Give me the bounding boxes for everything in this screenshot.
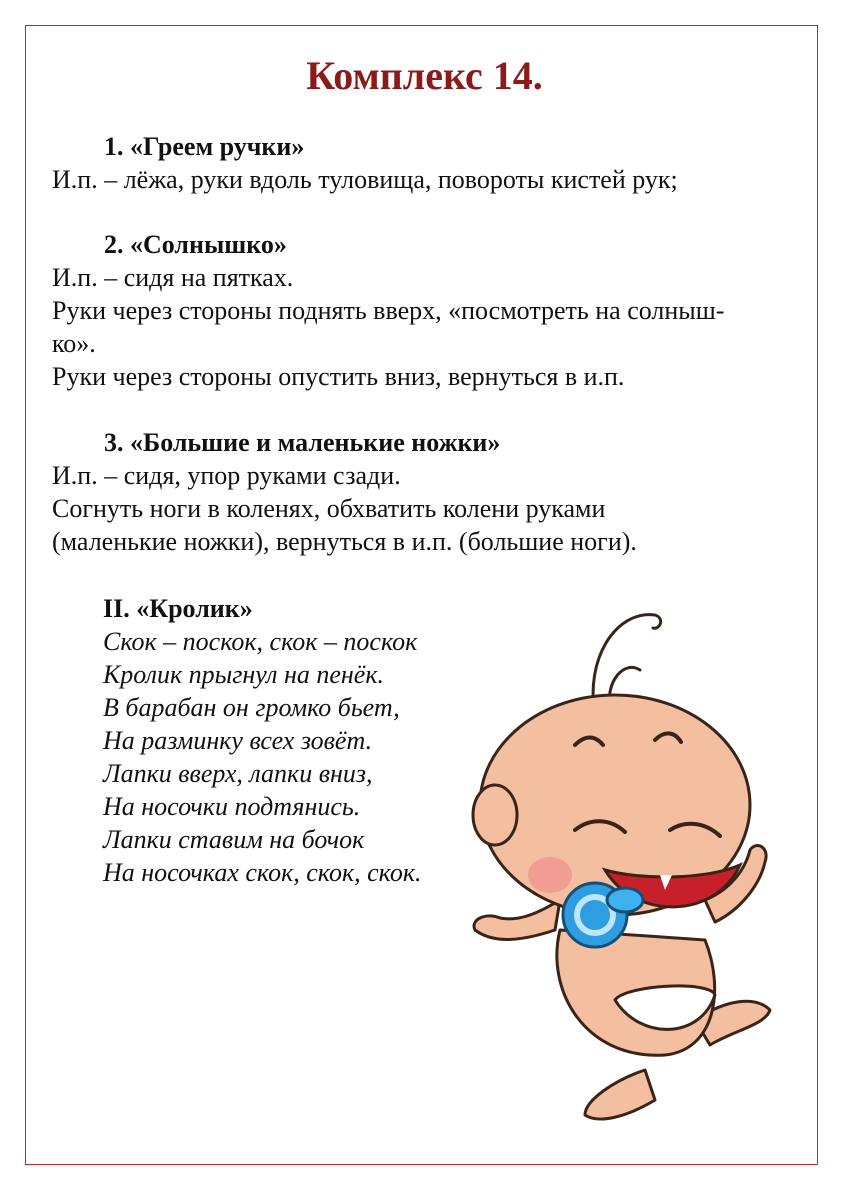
poem-verse: Скок – поскок, скок – поскок (103, 627, 418, 656)
poem-verse: Кролик прыгнул на пенёк. (103, 660, 384, 689)
section-3 (52, 426, 812, 558)
section-line: И.п. – сидя, упор руками сзади. (52, 461, 401, 490)
poem-verse: На носочках скок, скок, скок. (103, 858, 422, 887)
left-leg (585, 1070, 655, 1119)
section-line: Руки через стороны поднять вверх, «посмотреть на солныш- (52, 296, 725, 325)
section-2 (52, 228, 812, 393)
poem-verse: В барабан он громко бьет, (103, 693, 400, 722)
cheek (528, 857, 572, 893)
section-line: И.п. – сидя на пятках. (52, 263, 294, 292)
baby-ear (473, 785, 517, 845)
poem-verse: Лапки вверх, лапки вниз, (103, 759, 373, 788)
section-line: Согнуть ноги в коленях, обхватить колени руками (52, 494, 606, 523)
section-heading: 1. «Греем ручки» (104, 132, 305, 161)
poem-verse: Лапки ставим на бочок (103, 825, 365, 854)
poem-block (103, 592, 421, 889)
poem-verse: На разминку всех зовёт. (103, 726, 373, 755)
page-title: Комплекс 14. (306, 53, 543, 98)
section-1 (52, 130, 812, 196)
poem-heading: II. «Кролик» (103, 594, 253, 623)
section-heading: 2. «Солнышко» (104, 230, 287, 259)
poem-verse: На носочки подтянись. (103, 792, 361, 821)
section-line: (маленькие ножки), вернуться в и.п. (большие ноги). (52, 527, 637, 556)
left-arm (474, 900, 560, 939)
section-heading: 3. «Большие и маленькие ножки» (104, 428, 501, 457)
baby-illustration (465, 600, 785, 1130)
section-line: Руки через стороны опустить вниз, вернуться в и.п. (52, 362, 625, 391)
section-line: И.п. – лёжа, руки вдоль туловища, повороты кистей рук; (52, 165, 678, 194)
section-line: ко». (52, 329, 96, 358)
